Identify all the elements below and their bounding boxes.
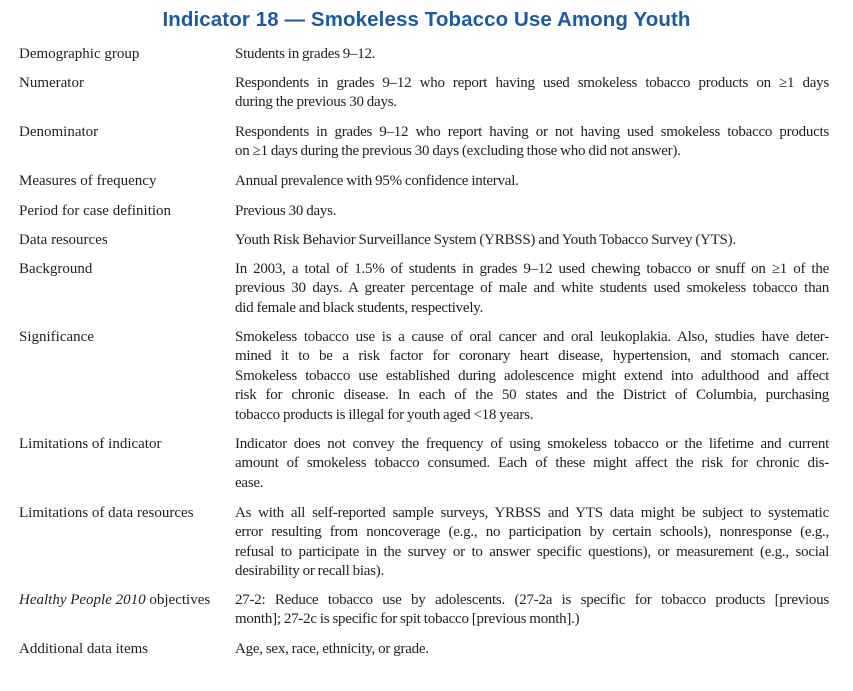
row-value bbox=[235, 123, 829, 162]
row-label: Numerator bbox=[19, 75, 84, 91]
value-line: Respondents in grades 9–12 who report having used smokeless tobacco products on ≥1 days bbox=[235, 75, 829, 91]
row-label bbox=[19, 591, 229, 610]
row-label: Data resources bbox=[19, 232, 108, 248]
row-value bbox=[235, 45, 829, 64]
value-line: Annual prevalence with 95% confidence interval. bbox=[235, 173, 519, 189]
row-value bbox=[235, 74, 829, 113]
row-value bbox=[235, 504, 829, 582]
row-value bbox=[235, 328, 829, 425]
value-line: Students in grades 9–12. bbox=[235, 46, 376, 62]
value-line: ease. bbox=[235, 474, 264, 491]
row-label: Significance bbox=[19, 329, 94, 345]
row-value bbox=[235, 640, 829, 659]
row-value bbox=[235, 260, 829, 318]
page-title: Indicator 18 — Smokeless Tobacco Use Among Youth bbox=[162, 8, 691, 31]
value-line: In 2003, a total of 1.5% of students in grades 9–12 used chewing tobacco or snuff on ≥1 of the bbox=[235, 261, 829, 277]
row-value bbox=[235, 202, 829, 221]
value-line: Previous 30 days. bbox=[235, 203, 337, 219]
value-line: mined it to be a risk factor for coronary heart disease, hypertension, and stomach cancer. bbox=[235, 348, 829, 365]
row-label-rest: objectives bbox=[145, 592, 211, 608]
row-value bbox=[235, 172, 829, 191]
value-line: Smokeless tobacco use established during adolescence might extend into adulthood and affect bbox=[235, 367, 829, 384]
value-line: desirability or recall bias). bbox=[235, 563, 384, 580]
value-line: risk for chronic disease. In each of the 50 states and the District of Columbia, purchasing bbox=[235, 387, 829, 404]
value-line: previous 30 days. A greater percentage of male and white students used smokeless tobacco than bbox=[235, 280, 829, 297]
row-label-italic: Healthy People 2010 bbox=[19, 592, 146, 608]
value-line: Indicator does not convey the frequency of using smokeless tobacco or the lifetime and current bbox=[235, 436, 829, 452]
row-value bbox=[235, 591, 829, 630]
value-line: 27-2: Reduce tobacco use by adolescents. (27-2a is specific for tobacco products [previous bbox=[235, 592, 829, 608]
row-label: Limitations of indicator bbox=[19, 436, 162, 452]
value-line: did female and black students, respectively. bbox=[235, 299, 484, 316]
row-label: Limitations of data resources bbox=[19, 505, 194, 521]
value-line: Youth Risk Behavior Surveillance System (YRBSS) and Youth Tobacco Survey (YTS). bbox=[235, 232, 736, 248]
value-line: refusal to participate in the survey or to answer specific questions), or measurement (e.g., social bbox=[235, 543, 829, 560]
value-line: on ≥1 days during the previous 30 days (excluding those who did not answer). bbox=[235, 143, 681, 160]
value-line: amount of smokeless tobacco consumed. Each of these might affect the risk for chronic dis- bbox=[235, 455, 829, 472]
value-line: As with all self-reported sample surveys, YRBSS and YTS data might be subject to systematic bbox=[235, 505, 829, 521]
row-label: Demographic group bbox=[19, 46, 140, 62]
value-line: Respondents in grades 9–12 who report having or not having used smokeless tobacco products bbox=[235, 124, 829, 140]
row-value bbox=[235, 435, 829, 493]
value-line: Age, sex, race, ethnicity, or grade. bbox=[235, 641, 429, 657]
value-line: during the previous 30 days. bbox=[235, 94, 397, 111]
row-value bbox=[235, 231, 829, 250]
value-line: tobacco products is illegal for youth aged <18 years. bbox=[235, 406, 534, 423]
row-label: Measures of frequency bbox=[19, 173, 157, 189]
row-label: Background bbox=[19, 261, 93, 277]
value-line: Smokeless tobacco use is a cause of oral cancer and oral leukoplakia. Also, studies have deter- bbox=[235, 329, 829, 345]
row-label: Denominator bbox=[19, 124, 99, 140]
value-line: month]; 27-2c is specific for spit tobacco [previous month].) bbox=[235, 611, 580, 628]
row-label: Additional data items bbox=[19, 641, 149, 657]
row-label: Period for case definition bbox=[19, 203, 172, 219]
value-line: error resulting from noncoverage (e.g., no participation by certain schools), nonresponse (e.g., bbox=[235, 524, 829, 541]
